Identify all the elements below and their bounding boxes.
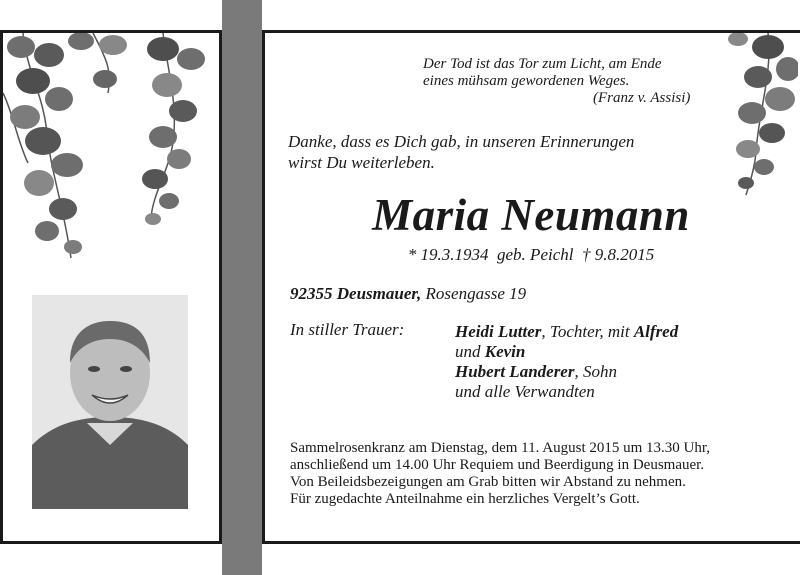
vine-leaves-right-icon [728,33,798,198]
deceased-name: Maria Neumann [372,190,690,240]
mourner-line-2 [455,342,678,362]
life-dates: * 19.3.1934 geb. Peichl † 9.8.2015 [407,245,655,264]
vine-leaves-left-icon [3,33,219,268]
mourners-list [455,322,678,402]
service-line: Für zugedachte Anteilnahme ein herzliches Vergelt’s Gott. [290,491,640,507]
service-line: Von Beileidsbezeigungen am Grab bitten wir Abstand zu nehmen. [290,474,686,490]
address-city: 92355 Deusmauer, [290,284,422,303]
mourner-partner: Alfred [633,322,679,341]
mourner-line-3 [455,362,678,382]
portrait-photo [32,295,188,509]
mourner-relation: , Tochter, mit [541,322,634,341]
mourner-line-1 [455,322,678,342]
quote-line-2: eines mühsam gewordenen Weges. [423,73,630,89]
epitaph-quote [423,56,723,107]
service-line: anschließend um 14.00 Uhr Requiem und Beerdigung in Deusmauer. [290,457,705,473]
address [290,284,526,304]
mourner-prefix: und [455,342,485,361]
quote-attribution: (Franz v. Assisi) [593,90,691,106]
service-line: Sammelrosenkranz am Dienstag, dem 11. August 2015 um 13.30 Uhr, [290,440,711,456]
mourner-name: Kevin [484,342,526,361]
mourner-line-4: und alle Verwandten [455,382,595,401]
thanks-line-1: Danke, dass es Dich gab, in unseren Erinnerungen [288,132,635,151]
mourner-relation: , Sohn [574,362,617,381]
mourner-name: Heidi Lutter [455,322,542,341]
thanks-line-2: wirst Du weiterleben. [288,153,435,172]
fold-spine [222,0,262,575]
address-street: Rosengasse 19 [421,284,527,303]
service-details [290,440,790,508]
thanks-text [288,131,718,173]
quote-line-1: Der Tod ist das Tor zum Licht, am Ende [423,56,662,72]
mourner-name: Hubert Landerer [455,362,575,381]
mourning-label: In stiller Trauer: [290,320,405,339]
